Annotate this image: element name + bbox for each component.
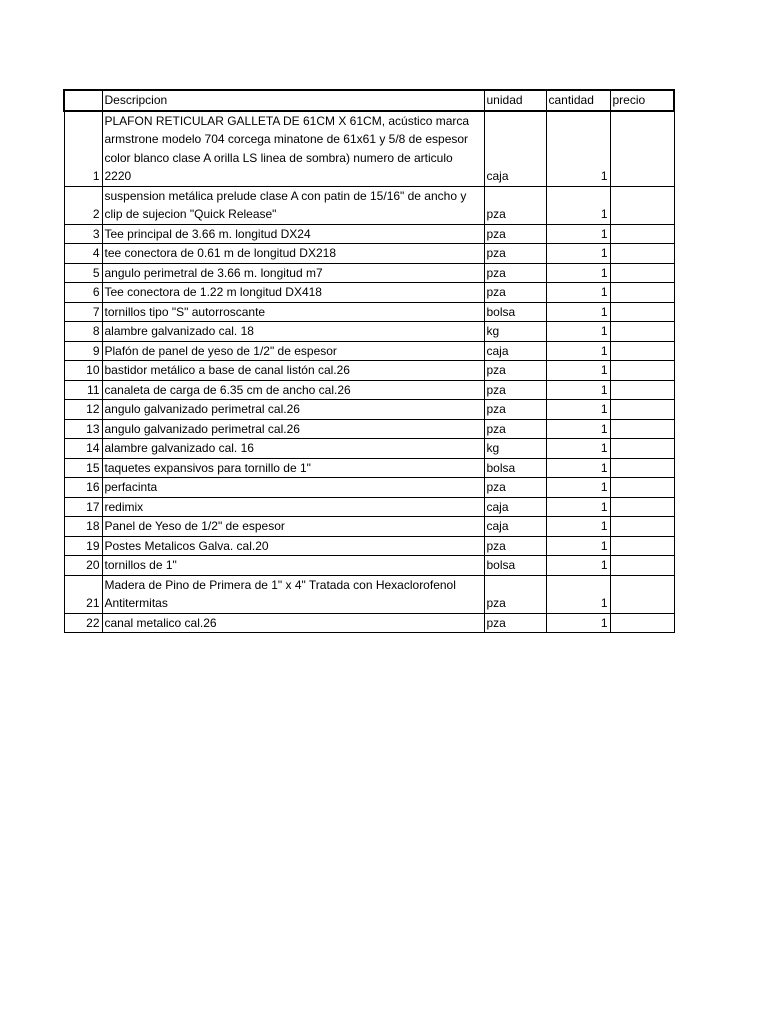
description-cell[interactable]: canaleta de carga de 6.35 cm de ancho cal.26 [102,380,484,400]
table-row [64,517,674,537]
description-cell[interactable]: bastidor metálico a base de canal listón cal.26 [102,361,484,381]
price-cell[interactable] [610,497,674,517]
unit-cell[interactable]: pza [484,380,546,400]
price-cell[interactable] [610,613,674,633]
row-number-cell[interactable]: 19 [64,536,102,556]
unit-cell[interactable]: bolsa [484,458,546,478]
quantity-cell[interactable]: 1 [546,478,610,498]
price-cell[interactable] [610,575,674,613]
description-cell[interactable]: Madera de Pino de Primera de 1" x 4" Tratada con Hexaclorofenol Antitermitas [102,575,484,613]
description-cell[interactable]: angulo galvanizado perimetral cal.26 [102,400,484,420]
unit-cell[interactable]: kg [484,439,546,459]
table-row [64,283,674,303]
header-row [64,90,674,111]
description-cell[interactable]: Panel de Yeso de 1/2" de espesor [102,517,484,537]
unit-cell[interactable]: bolsa [484,302,546,322]
table-row [64,419,674,439]
description-cell[interactable]: Tee principal de 3.66 m. longitud DX24 [102,224,484,244]
description-cell[interactable]: tornillos de 1" [102,556,484,576]
quantity-cell[interactable]: 1 [546,536,610,556]
table-row [64,536,674,556]
quantity-cell[interactable]: 1 [546,380,610,400]
quantity-cell[interactable]: 1 [546,556,610,576]
price-cell[interactable] [610,400,674,420]
quantity-cell[interactable]: 1 [546,575,610,613]
unit-cell[interactable]: caja [484,517,546,537]
price-cell[interactable] [610,244,674,264]
table-row [64,439,674,459]
price-cell[interactable] [610,439,674,459]
unit-cell[interactable]: kg [484,322,546,342]
description-cell[interactable]: Tee conectora de 1.22 m longitud DX418 [102,283,484,303]
price-cell[interactable] [610,263,674,283]
quantity-cell[interactable]: 1 [546,613,610,633]
row-number-cell[interactable]: 15 [64,458,102,478]
price-cell[interactable] [610,478,674,498]
table-row [64,361,674,381]
table-row [64,478,674,498]
price-cell[interactable] [610,322,674,342]
table-row [64,497,674,517]
price-cell[interactable] [610,517,674,537]
row-number-cell[interactable]: 5 [64,263,102,283]
quantity-cell[interactable]: 1 [546,224,610,244]
quantity-cell[interactable]: 1 [546,419,610,439]
quantity-cell[interactable]: 1 [546,400,610,420]
description-cell[interactable]: angulo perimetral de 3.66 m. longitud m7 [102,263,484,283]
row-number-cell[interactable]: 10 [64,361,102,381]
quantity-cell[interactable]: 1 [546,263,610,283]
row-number-cell[interactable]: 18 [64,517,102,537]
row-number-cell[interactable]: 2 [64,186,102,224]
table-row [64,380,674,400]
table-row [64,613,674,633]
quantity-cell[interactable]: 1 [546,322,610,342]
table-row [64,341,674,361]
unit-cell[interactable]: bolsa [484,556,546,576]
materials-table [63,89,675,633]
unit-cell[interactable]: pza [484,419,546,439]
unit-cell[interactable]: pza [484,400,546,420]
header-unidad[interactable]: unidad [484,90,546,111]
quantity-cell[interactable]: 1 [546,302,610,322]
table-body [64,90,674,633]
header-num[interactable] [64,90,102,111]
row-number-cell[interactable]: 16 [64,478,102,498]
unit-cell[interactable]: pza [484,224,546,244]
description-cell[interactable]: alambre galvanizado cal. 16 [102,439,484,459]
row-number-cell[interactable]: 7 [64,302,102,322]
unit-cell[interactable]: pza [484,244,546,264]
table-row [64,400,674,420]
quantity-cell[interactable]: 1 [546,439,610,459]
price-cell[interactable] [610,283,674,303]
description-cell[interactable]: Postes Metalicos Galva. cal.20 [102,536,484,556]
table-row [64,111,674,187]
row-number-cell[interactable]: 8 [64,322,102,342]
quantity-cell[interactable]: 1 [546,341,610,361]
description-cell[interactable]: perfacinta [102,478,484,498]
quantity-cell[interactable]: 1 [546,497,610,517]
description-cell[interactable]: alambre galvanizado cal. 18 [102,322,484,342]
quantity-cell[interactable]: 1 [546,283,610,303]
header-precio[interactable]: precio [610,90,674,111]
quantity-cell[interactable]: 1 [546,244,610,264]
row-number-cell[interactable]: 3 [64,224,102,244]
unit-cell[interactable]: caja [484,497,546,517]
quantity-cell[interactable]: 1 [546,458,610,478]
description-cell[interactable]: Plafón de panel de yeso de 1/2" de espesor [102,341,484,361]
header-descripcion[interactable]: Descripcion [102,90,484,111]
description-cell[interactable]: tee conectora de 0.61 m de longitud DX218 [102,244,484,264]
table-row [64,575,674,613]
price-cell[interactable] [610,556,674,576]
price-cell[interactable] [610,536,674,556]
row-number-cell[interactable]: 17 [64,497,102,517]
table-row [64,302,674,322]
table-row [64,186,674,224]
unit-cell[interactable]: pza [484,478,546,498]
unit-cell[interactable]: pza [484,613,546,633]
quantity-cell[interactable]: 1 [546,111,610,187]
unit-cell[interactable]: pza [484,361,546,381]
price-cell[interactable] [610,458,674,478]
description-cell[interactable]: angulo galvanizado perimetral cal.26 [102,419,484,439]
unit-cell[interactable]: pza [484,536,546,556]
table-row [64,322,674,342]
header-cantidad[interactable]: cantidad [546,90,610,111]
description-cell[interactable]: redimix [102,497,484,517]
row-number-cell[interactable]: 1 [64,111,102,187]
row-number-cell[interactable]: 14 [64,439,102,459]
description-cell[interactable]: canal metalico cal.26 [102,613,484,633]
description-cell[interactable]: taquetes expansivos para tornillo de 1" [102,458,484,478]
row-number-cell[interactable]: 13 [64,419,102,439]
row-number-cell[interactable]: 11 [64,380,102,400]
price-cell[interactable] [610,361,674,381]
row-number-cell[interactable]: 12 [64,400,102,420]
quantity-cell[interactable]: 1 [546,186,610,224]
description-cell[interactable]: tornillos tipo "S" autorroscante [102,302,484,322]
row-number-cell[interactable]: 22 [64,613,102,633]
quantity-cell[interactable]: 1 [546,361,610,381]
row-number-cell[interactable]: 6 [64,283,102,303]
row-number-cell[interactable]: 9 [64,341,102,361]
price-cell[interactable] [610,186,674,224]
description-cell[interactable]: PLAFON RETICULAR GALLETA DE 61CM X 61CM, acústico marca armstrone modelo 704 corcega minatone de 61x61 y 5/8 de espesor color blanco clase A orilla LS linea de sombra) numero de articulo 2220 [102,111,484,187]
unit-cell[interactable]: pza [484,263,546,283]
quantity-cell[interactable]: 1 [546,517,610,537]
unit-cell[interactable]: caja [484,111,546,187]
price-cell[interactable] [610,302,674,322]
table-row [64,263,674,283]
row-number-cell[interactable]: 4 [64,244,102,264]
table-row [64,244,674,264]
row-number-cell[interactable]: 21 [64,575,102,613]
unit-cell[interactable]: pza [484,283,546,303]
description-cell[interactable]: suspension metálica prelude clase A con patin de 15/16" de ancho y clip de sujecion "Quick Release" [102,186,484,224]
table-row [64,224,674,244]
price-cell[interactable] [610,111,674,187]
price-cell[interactable] [610,380,674,400]
price-cell[interactable] [610,224,674,244]
table-row [64,458,674,478]
price-cell[interactable] [610,341,674,361]
table-row [64,556,674,576]
unit-cell[interactable]: caja [484,341,546,361]
unit-cell[interactable]: pza [484,575,546,613]
unit-cell[interactable]: pza [484,186,546,224]
row-number-cell[interactable]: 20 [64,556,102,576]
price-cell[interactable] [610,419,674,439]
